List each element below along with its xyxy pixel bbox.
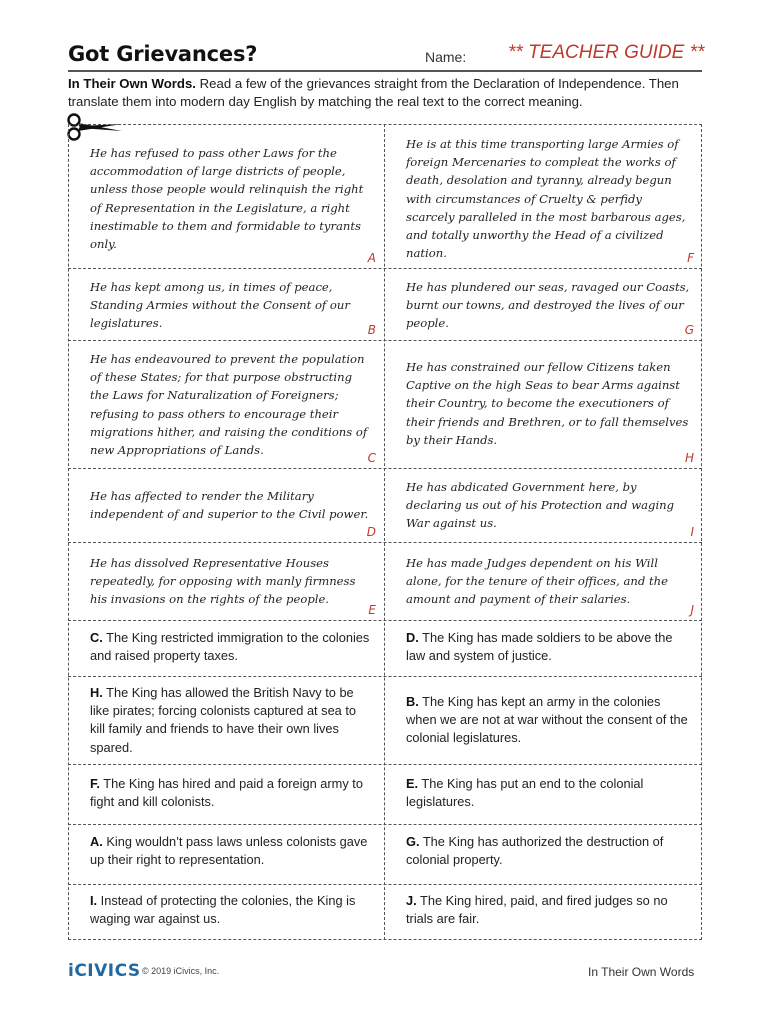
quote-letter: B <box>367 323 376 337</box>
quote-card <box>68 468 384 542</box>
answer-card <box>384 676 702 764</box>
quote-card <box>384 124 702 268</box>
icivics-logo: iCIVICS <box>68 961 141 981</box>
page-title: Got Grievances? <box>68 42 258 66</box>
answer-key: D. <box>406 630 419 645</box>
answer-text: The King has put an end to the colonial legislatures. <box>406 776 644 810</box>
answer-key: G. <box>406 834 420 849</box>
teacher-guide-label: ** TEACHER GUIDE ** <box>508 42 705 63</box>
quote-text: He has made Judges dependent on his Will alone, for the tenure of their offices, and the amount and payment of their salaries. <box>406 556 668 607</box>
header-rule <box>68 70 702 72</box>
answer-text: The King restricted immigration to the colonies and raised property taxes. <box>90 630 370 664</box>
answer-text: The King has hired and paid a foreign army to fight and kill colonists. <box>90 776 363 810</box>
answer-text: The King has kept an army in the colonies when we are not at war without the consent of the colonial legislatures. <box>406 694 688 746</box>
answer-text: The King has made soldiers to be above the law and system of justice. <box>406 630 673 664</box>
quote-card <box>68 268 384 340</box>
quote-text: He has affected to render the Military independent of and superior to the Civil power. <box>90 489 369 522</box>
answer-card <box>384 620 702 676</box>
quote-letter: H <box>684 451 694 465</box>
quote-text: He has endeavoured to prevent the population of these States; for that purpose obstructing the Laws for Naturalization of Foreigners; refusing to pass others to encourage their migrations hither, and raising the conditions of new Appropriations of Lands. <box>90 352 368 458</box>
footer-page-label: In Their Own Words <box>588 965 695 979</box>
instructions-lead: In Their Own Words. <box>68 76 196 91</box>
name-label: Name: <box>425 49 467 65</box>
answer-key: E. <box>406 776 419 791</box>
answer-key: A. <box>90 834 103 849</box>
answer-key: J. <box>406 893 417 908</box>
quote-card <box>384 468 702 542</box>
answer-text: Instead of protecting the colonies, the King is waging war against us. <box>90 893 356 927</box>
quote-letter: J <box>690 603 694 617</box>
answer-key: B. <box>406 694 419 709</box>
quote-letter: E <box>368 603 376 617</box>
quote-letter: A <box>367 251 376 265</box>
answer-key: I. <box>90 893 98 908</box>
quote-card <box>68 124 384 268</box>
quote-letter: F <box>687 251 694 265</box>
answer-text: The King has authorized the destruction of colonial property. <box>406 834 664 868</box>
answer-card <box>68 764 384 824</box>
quote-text: He has kept among us, in times of peace, Standing Armies without the Consent of our legislatures. <box>90 280 350 331</box>
answer-card <box>68 884 384 940</box>
quote-letter: G <box>684 323 694 337</box>
answer-card <box>384 824 702 884</box>
quote-card <box>384 340 702 468</box>
answer-card <box>68 620 384 676</box>
answer-card <box>384 764 702 824</box>
instructions <box>68 75 708 111</box>
copyright: © 2019 iCivics, Inc. <box>142 966 220 976</box>
answer-card <box>68 676 384 764</box>
quote-text: He has dissolved Representative Houses repeatedly, for opposing with manly firmness his invasions on the rights of the people. <box>90 556 356 607</box>
quote-text: He has plundered our seas, ravaged our Coasts, burnt our towns, and destroyed the lives of our people. <box>406 280 690 331</box>
answer-card <box>384 884 702 940</box>
quote-card <box>384 268 702 340</box>
instructions-text: Read a few of the grievances straight from the Declaration of Independence. Then translate them into modern day English by matching the real text to the correct meaning. <box>68 76 679 109</box>
quote-card <box>384 542 702 620</box>
quote-card <box>68 542 384 620</box>
quote-letter: D <box>366 525 376 539</box>
answer-text: King wouldn’t pass laws unless colonists gave up their right to representation. <box>90 834 368 868</box>
quote-letter: C <box>367 451 376 465</box>
answer-text: The King has allowed the British Navy to be like pirates; forcing colonists captured at sea to kill family and friends to have their own lives spared. <box>90 685 357 755</box>
answer-text: The King hired, paid, and fired judges so no trials are fair. <box>406 893 668 927</box>
answer-key: H. <box>90 685 103 700</box>
quote-text: He has refused to pass other Laws for the accommodation of large districts of people, unless those people would relinquish the right of Representation in the Legislature, a right inestimable to them and formidable to tyrants only. <box>90 146 364 252</box>
quote-card <box>68 340 384 468</box>
quote-text: He is at this time transporting large Armies of foreign Mercenaries to compleat the works of death, desolation and tyranny, already begun with circumstances of Cruelty & perfidy scarcely paralleled in the most barbarous ages, and totally unworthy the Head of a civilized nation. <box>406 137 686 261</box>
quote-text: He has abdicated Government here, by declaring us out of his Protection and waging War against us. <box>406 480 675 531</box>
quote-letter: I <box>690 525 694 539</box>
quote-text: He has constrained our fellow Citizens taken Captive on the high Seas to bear Arms against their Country, to become the executioners of their friends and Brethren, or to fall themselves by their Hands. <box>406 360 689 447</box>
answer-key: C. <box>90 630 103 645</box>
answer-card <box>68 824 384 884</box>
answer-key: F. <box>90 776 100 791</box>
